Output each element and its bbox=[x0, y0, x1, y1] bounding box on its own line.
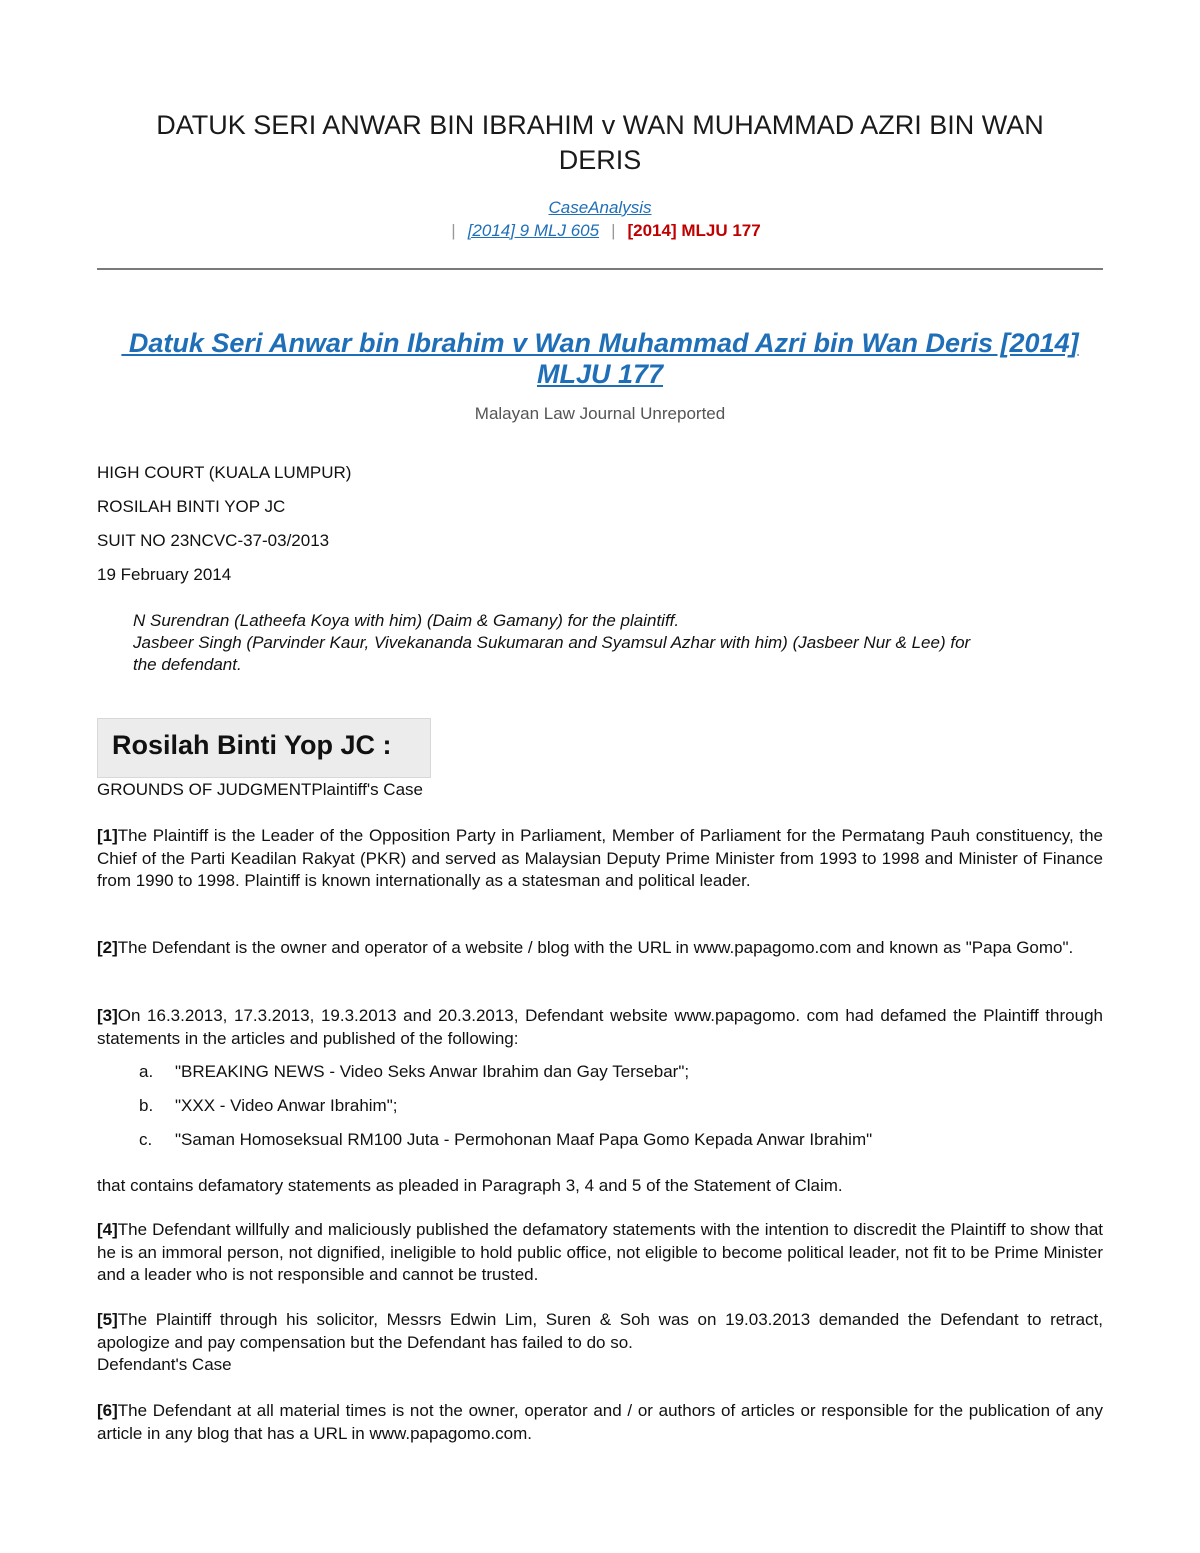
paragraph-text: The Defendant at all material times is not the owner, operator and / or authors of articles or responsible for the publication of any article in any blog that has a URL in www.papagomo.com. bbox=[97, 1401, 1103, 1443]
case-title-line1: DATUK SERI ANWAR BIN IBRAHIM v WAN MUHAMMAD AZRI BIN WAN bbox=[156, 110, 1044, 140]
paragraph-number: [4] bbox=[97, 1220, 118, 1239]
paragraph-text: On 16.3.2013, 17.3.2013, 19.3.2013 and 20.3.2013, Defendant website www.papagomo. com had defamed the Plaintiff through statements in the articles and published of the following: bbox=[97, 1006, 1103, 1048]
current-citation: [2014] MLJU 177 bbox=[627, 221, 761, 240]
paragraph-text: The Defendant willfully and maliciously published the defamatory statements with the intention to discredit the Plaintiff to show that he is an immoral person, not dignified, ineligible to hold public office, not eligible to become political leader, not fit to be Prime Minister and a leader who is not responsible and cannot be trusted. bbox=[97, 1220, 1103, 1284]
counsel-line: Jasbeer Singh (Parvinder Kaur, Vivekananda Sukumaran and Syamsul Azhar with him) (Jasbeer Nur & Lee) for bbox=[133, 633, 971, 652]
paragraph-text: The Plaintiff is the Leader of the Opposition Party in Parliament, Member of Parliament for the Permatang Pauh constituency, the Chief of the Parti Keadilan Rakyat (PKR) and served as Malaysian Deputy Prime Minister from 1993 to 1998 and Minister of Finance from 1990 to 1998. Plaintiff is known internationally as a statesman and political leader. bbox=[97, 826, 1103, 890]
paragraph-1 bbox=[97, 825, 1103, 893]
report-title-link[interactable] bbox=[97, 328, 1103, 390]
judge-heading-box bbox=[97, 718, 431, 778]
counsel-line: the defendant. bbox=[133, 655, 242, 674]
list-text: "BREAKING NEWS - Video Seks Anwar Ibrahim dan Gay Tersebar"; bbox=[175, 1062, 690, 1081]
list-label: a. bbox=[139, 1062, 154, 1081]
journal-name: Malayan Law Journal Unreported bbox=[474, 404, 726, 423]
grounds-heading: GROUNDS OF JUDGMENTPlaintiff's Case bbox=[97, 780, 423, 799]
list-item bbox=[139, 1130, 872, 1150]
paragraph-number: [5] bbox=[97, 1310, 118, 1329]
list-text: "XXX - Video Anwar Ibrahim"; bbox=[175, 1096, 398, 1115]
citation-links bbox=[97, 196, 1103, 242]
case-analysis-link[interactable]: CaseAnalysis bbox=[548, 198, 652, 217]
paragraph-2 bbox=[97, 937, 1103, 960]
case-title-line2: DERIS bbox=[558, 145, 642, 175]
mlj-citation-link[interactable]: [2014] 9 MLJ 605 bbox=[467, 221, 600, 240]
paragraph-3 bbox=[97, 1005, 1103, 1050]
list-item bbox=[139, 1062, 689, 1082]
paragraph-4 bbox=[97, 1219, 1103, 1287]
paragraph-3-tail: that contains defamatory statements as pleaded in Paragraph 3, 4 and 5 of the Statement of Claim. bbox=[97, 1176, 843, 1195]
list-text: "Saman Homoseksual RM100 Juta - Permohonan Maaf Papa Gomo Kepada Anwar Ibrahim" bbox=[175, 1130, 873, 1149]
list-label: c. bbox=[139, 1130, 153, 1149]
list-item bbox=[139, 1096, 397, 1116]
judge-heading: Rosilah Binti Yop JC : bbox=[112, 730, 392, 760]
defendant-case-heading: Defendant's Case bbox=[97, 1355, 232, 1374]
paragraph-6 bbox=[97, 1400, 1103, 1445]
case-title bbox=[97, 108, 1103, 178]
judge-name: ROSILAH BINTI YOP JC bbox=[97, 497, 286, 516]
report-title-line2: MLJU 177 bbox=[536, 359, 664, 389]
separator: | bbox=[611, 221, 616, 240]
report-title-line1: Datuk Seri Anwar bin Ibrahim v Wan Muhammad Azri bin Wan Deris [2014] bbox=[121, 328, 1079, 358]
paragraph-number: [2] bbox=[97, 938, 118, 957]
counsel-line: N Surendran (Latheefa Koya with him) (Daim & Gamany) for the plaintiff. bbox=[133, 611, 680, 630]
paragraph-text: The Plaintiff through his solicitor, Messrs Edwin Lim, Suren & Soh was on 19.03.2013 demanded the Defendant to retract, apologize and pay compensation but the Defendant has failed to do so. bbox=[97, 1310, 1103, 1352]
suit-number: SUIT NO 23NCVC-37-03/2013 bbox=[97, 531, 330, 550]
separator: | bbox=[451, 221, 456, 240]
list-label: b. bbox=[139, 1096, 154, 1115]
judgment-date: 19 February 2014 bbox=[97, 565, 232, 584]
paragraph-text: The Defendant is the owner and operator of a website / blog with the URL in www.papagomo.com and known as "Papa Gomo". bbox=[117, 938, 1074, 957]
court-name: HIGH COURT (KUALA LUMPUR) bbox=[97, 463, 352, 482]
paragraph-number: [1] bbox=[97, 826, 118, 845]
paragraph-number: [3] bbox=[97, 1006, 118, 1025]
divider bbox=[97, 268, 1103, 270]
paragraph-number: [6] bbox=[97, 1401, 118, 1420]
paragraph-5 bbox=[97, 1309, 1103, 1377]
counsel-block bbox=[133, 610, 1103, 676]
